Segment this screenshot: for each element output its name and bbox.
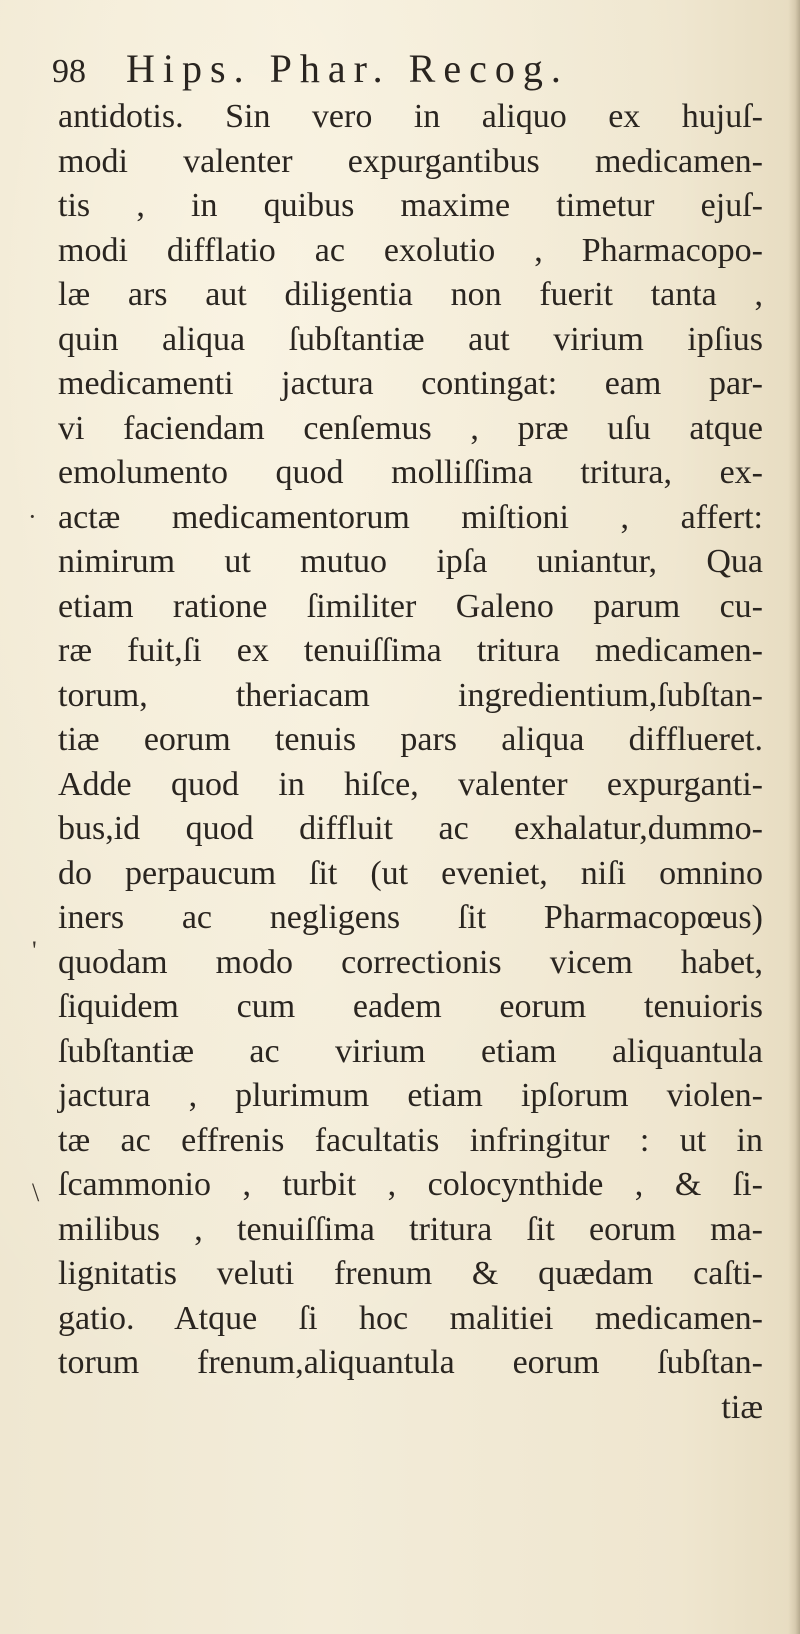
text-line: actæ medicamentorum miſtioni , affert: [58,498,763,536]
margin-speck: ' [32,936,37,965]
text-line: ſcammonio , turbit , colocynthide , & ſi- [58,1166,763,1203]
text-line: nimirum ut mutuo ipſa uniantur, Qua [58,543,763,580]
text-line: tis , in quibus maxime timetur ejuſ- [58,187,763,224]
page-edge-shadow [788,0,800,1634]
text-line: etiam ratione ſimiliter Galeno parum cu- [58,587,763,625]
text-line: vi faciendam cenſemus , præ uſu atque [58,409,763,447]
text-line: modi difflatio ac exolutio , Pharmacopo- [58,231,763,269]
text-line: antidotis. Sin vero in aliquo ex hujuſ- [58,98,763,135]
text-line: lignitatis veluti frenum & quædam caſti- [58,1255,763,1292]
text-line: iners ac negligens ſit Pharmacopœus) [58,899,763,936]
text-line: emolumento quod molliſſima tritura, ex- [58,454,763,491]
text-line: jactura , plurimum etiam ipſorum violen- [58,1077,763,1114]
text-line: torum frenum,aliquantula eorum ſubſtan- [58,1344,763,1381]
body-text [58,95,763,1430]
text-line: tæ ac effrenis facultatis infringitur : ut in [58,1121,763,1159]
page-header [52,44,752,94]
text-line: bus,id quod diffluit ac exhalatur,dummo- [58,810,763,847]
text-line: do perpaucum ſit (ut eveniet, niſi omnino [58,854,763,892]
text-line: quin aliqua ſubſtantiæ aut virium ipſius [58,320,763,358]
margin-speck: · [28,502,37,531]
margin-speck: \ [32,1178,40,1207]
page-number: 98 [52,53,86,90]
text-line: modi valenter expurgantibus medicamen- [58,142,763,180]
text-line: gatio. Atque ſi hoc malitiei medicamen- [58,1299,763,1337]
text-line: tiæ eorum tenuis pars aliqua difflueret. [58,721,763,758]
text-line: torum, theriacam ingredientium,ſubſtan- [58,676,763,714]
text-line: Adde quod in hiſce, valenter expurganti- [58,765,763,803]
text-line: medicamenti jactura contingat: eam par- [58,365,763,402]
catchword: tiæ [721,1388,763,1426]
running-title: Hips. Phar. Recog. [126,46,569,91]
text-line: ræ fuit,ſi ex tenuiſſima tritura medicamen- [58,632,763,669]
text-line: quodam modo correctionis vicem habet, [58,943,763,981]
text-line: ſiquidem cum eadem eorum tenuioris [58,988,763,1025]
text-line: milibus , tenuiſſima tritura ſit eorum ma- [58,1210,763,1248]
text-line: ſubſtantiæ ac virium etiam aliquantula [58,1032,763,1070]
text-line: læ ars aut diligentia non fuerit tanta , [58,276,763,313]
